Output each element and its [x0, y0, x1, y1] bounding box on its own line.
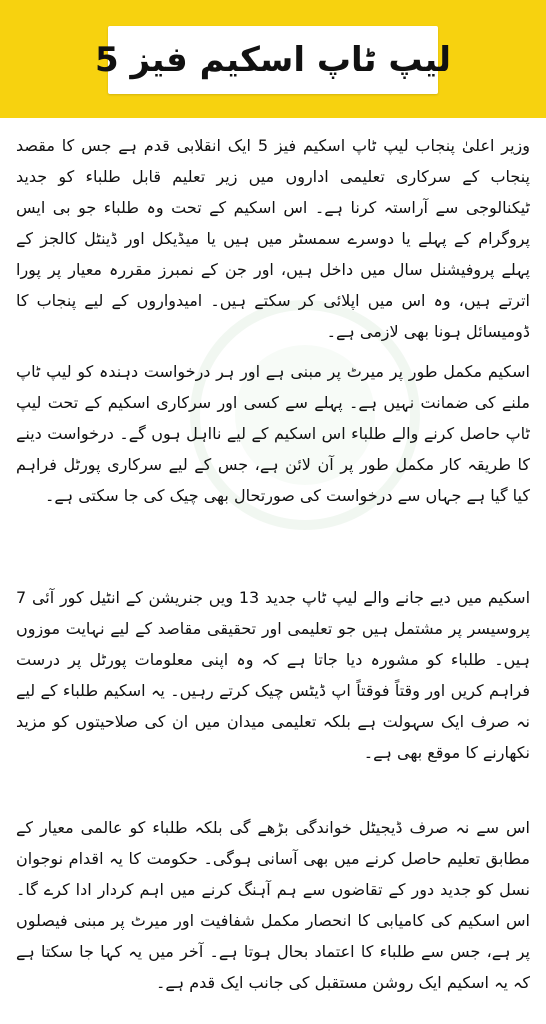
paragraph-merit-application: اسکیم مکمل طور پر میرٹ پر مبنی ہے اور ہر درخواست دہندہ کو لیپ ٹاپ ملنے کی ضمانت نہیں ہے۔ پہلے سے کسی اور سرکاری اسکیم کے تحت لیپ ٹاپ حاصل کرنے والے طلباء اس اسکیم کے لیے نااہل ہوں گے۔ درخواست دینے کا طریقہ کار مکمل طور پر آن لائن ہے، جس کے لیے سرکاری پورٹل فراہم کیا گیا ہے جہاں سے درخواست کی صورتحال بھی چیک کی جا سکتی ہے۔ — [16, 362, 530, 505]
title-box — [94, 26, 452, 94]
page-title: لیپ ٹاپ اسکیم فیز 5 — [94, 40, 452, 80]
paragraph-conclusion: اس سے نہ صرف ڈیجیٹل خواندگی بڑھے گی بلکہ طلباء کو عالمی معیار کے مطابق تعلیم حاصل کرنے میں بھی آسانی ہوگی۔ حکومت کا یہ اقدام نوجوان نسل کو جدید دور کے تقاضوں سے ہم آہنگ کرنے میں اہم کردار ادا کرے گا۔ اس اسکیم کی کامیابی کا انحصار مکمل شفافیت اور میرٹ پر مبنی فیصلوں پر ہے، جس سے طلباء کا اعتماد بحال ہوتا ہے۔ آخر میں یہ کہا جا سکتا ہے کہ یہ اسکیم ایک روشن مستقبل کی جانب ایک قدم ہے۔ — [16, 818, 530, 992]
paragraph-laptop-specs: اسکیم میں دیے جانے والے لیپ ٹاپ جدید 13 ویں جنریشن کے انٹیل کور آئی 7 پروسیسر پر مشتمل ہیں جو تعلیمی اور تحقیقی مقاصد کے لیے نہایت موزوں ہیں۔ طلباء کو مشورہ دیا جاتا ہے کہ وہ اپنی معلومات پورٹل پر درست فراہم کریں اور وقتاً فوقتاً اپ ڈیٹس چیک کرتے رہیں۔ یہ اسکیم طلباء کے لیے نہ صرف ایک سہولت ہے بلکہ تعلیمی میدان میں ان کی صلاحیتوں کو مزید نکھارنے کا موقع بھی ہے۔ — [16, 588, 531, 762]
paragraph-eligibility: وزیر اعلیٰ پنجاب لیپ ٹاپ اسکیم فیز 5 ایک انقلابی قدم ہے جس کا مقصد پنجاب کے سرکاری تعلیمی اداروں میں زیر تعلیم قابل طلباء کو جدید ٹیکنالوجی سے آراستہ کرنا ہے۔ اس اسکیم کے تحت وہ طلباء جو بی ایس پروگرام کے پہلے یا دوسرے سمسٹر میں ہیں یا میڈیکل اور ڈینٹل کالجز کے پہلے پروفیشنل سال میں داخل ہیں، اور جن کے نمبرز مقررہ معیار پر پورا اترتے ہیں، وہ اس میں اپلائی کر سکتے ہیں۔ امیدواروں کے لیے پنجاب کا ڈومیسائل ہونا بھی لازمی ہے۔ — [16, 136, 531, 341]
